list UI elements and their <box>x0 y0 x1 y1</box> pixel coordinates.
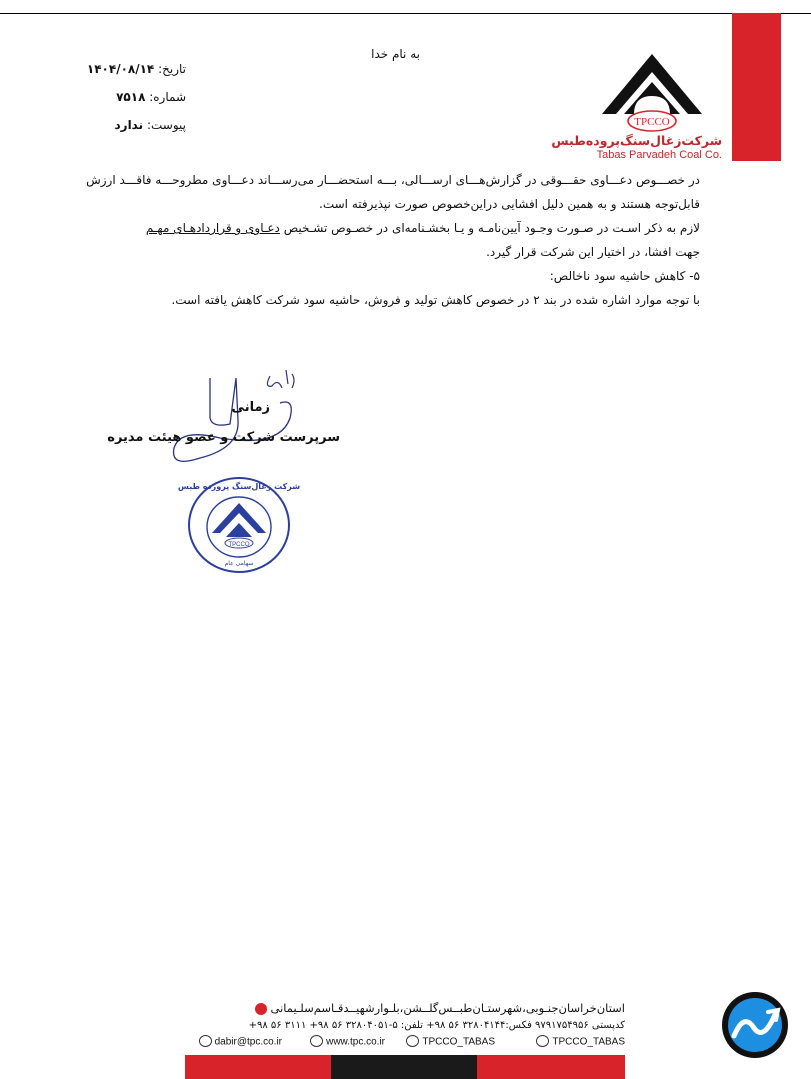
letter-body <box>80 168 700 312</box>
footer-social-2-text: TPCCO_TABAS <box>552 1036 625 1048</box>
signer-name: زمانی <box>231 400 270 415</box>
body-line-2: قابل‌توجه هستند و به همین دلیل افشایی دراین‌خصوص صورت نپذیرفته است. <box>319 197 700 211</box>
attachment-row <box>60 118 186 132</box>
company-stamp <box>177 475 301 575</box>
footer-website[interactable] <box>310 1036 385 1048</box>
body-line-4: جهت افشا، در اختیار این شرکت قرار گیرد. <box>486 245 700 259</box>
footer-address: استان‌خراسان‌جنـوبی،شهرستـان‌طبــس‌گلــشن،بلـوارشهیــدقـاسم‌سلـیمانی <box>270 1001 625 1015</box>
email-icon <box>199 1035 212 1047</box>
footer-phones: کدپستی ۹۷۹۱۷۵۴۹۵۶ فکس:۳۲۸۰۴۱۴۴ ۵۶ ۹۸+ تلفن: ۵-۳۲۸۰۴۰۵۱ ۵۶ ۹۸+ ۳۱۱۱ ۵۶ ۹۸+ <box>248 1020 625 1031</box>
footer-address-row <box>180 1001 625 1015</box>
footer-social-2[interactable] <box>536 1036 625 1048</box>
footer-bar-red-right <box>477 1055 625 1079</box>
body-line-6: با توجه موارد اشاره شده در بند ۲ در خصوص کاهش تولید و فروش، حاشیه سود شرکت کاهش یافته است. <box>171 293 700 307</box>
body-line-3 <box>80 216 700 240</box>
handwritten-signature <box>160 358 320 486</box>
footer-social-1[interactable] <box>406 1036 495 1048</box>
logo-mark-text: TPCCO <box>634 116 670 128</box>
footer-bar-dark <box>331 1055 477 1079</box>
stamp-bottom-text: سهامی عام <box>224 560 254 567</box>
footer-emblem-icon <box>720 990 790 1060</box>
number-row <box>60 90 186 104</box>
number-label: شماره: <box>149 90 186 104</box>
stamp-mark-text: TPCCO <box>228 542 250 548</box>
date-label: تاریخ: <box>158 62 186 76</box>
basmala: به نام خدا <box>371 47 420 61</box>
footer-email-text: dabir@tpc.co.ir <box>214 1036 282 1048</box>
globe-icon <box>310 1035 323 1047</box>
footer-email[interactable] <box>199 1036 282 1048</box>
stamp-ring-text: شرکت زغال‌سنگ پرورده طبس <box>177 482 301 491</box>
date-value: ۱۴۰۴/۰۸/۱۴ <box>86 62 155 76</box>
location-pin-icon <box>255 1003 267 1015</box>
brand-red-bar <box>732 13 781 161</box>
footer-bar-red-left <box>185 1055 331 1079</box>
telegram-icon <box>536 1035 549 1047</box>
company-logo-icon <box>598 52 706 134</box>
attachment-value: ندارد <box>114 118 144 132</box>
footer-website-text: www.tpc.co.ir <box>326 1036 385 1048</box>
date-row <box>60 62 186 76</box>
body-line-1: در خصـــوص دعـــاوی حقـــوقی در گزارش‌هـــای ارســـالی، بـــه استحضـــار می‌رســـاند دعـــاوی مطروحـــه فاقـــد ارزش <box>86 173 700 187</box>
number-value: ۷۵۱۸ <box>116 90 146 104</box>
top-rule <box>0 13 811 14</box>
instagram-icon <box>406 1035 419 1047</box>
attachment-label: پیوست: <box>146 118 186 132</box>
body-line-3-underlined: دعـاوی و قراردادهـای مهـم <box>145 221 280 235</box>
signer-title: سرپرست شرکت و عضو هیئت مدیره <box>107 430 340 445</box>
company-name-fa: شرکت‌زغال‌سنگ‌پروده‌طبس <box>551 133 722 148</box>
company-name-en: Tabas Parvadeh Coal Co. <box>596 149 722 161</box>
footer-contacts <box>180 1036 625 1054</box>
footer-social-1-text: TPCCO_TABAS <box>422 1036 495 1048</box>
body-line-3-text: لازم به ذکر اسـت در صـورت وجـود آیین‌نامـه و یـا بخشـنامه‌ای در خصـوص تشـخیص <box>279 221 700 235</box>
body-line-5: ۵- کاهش حاشیه سود ناخالص: <box>549 269 700 283</box>
